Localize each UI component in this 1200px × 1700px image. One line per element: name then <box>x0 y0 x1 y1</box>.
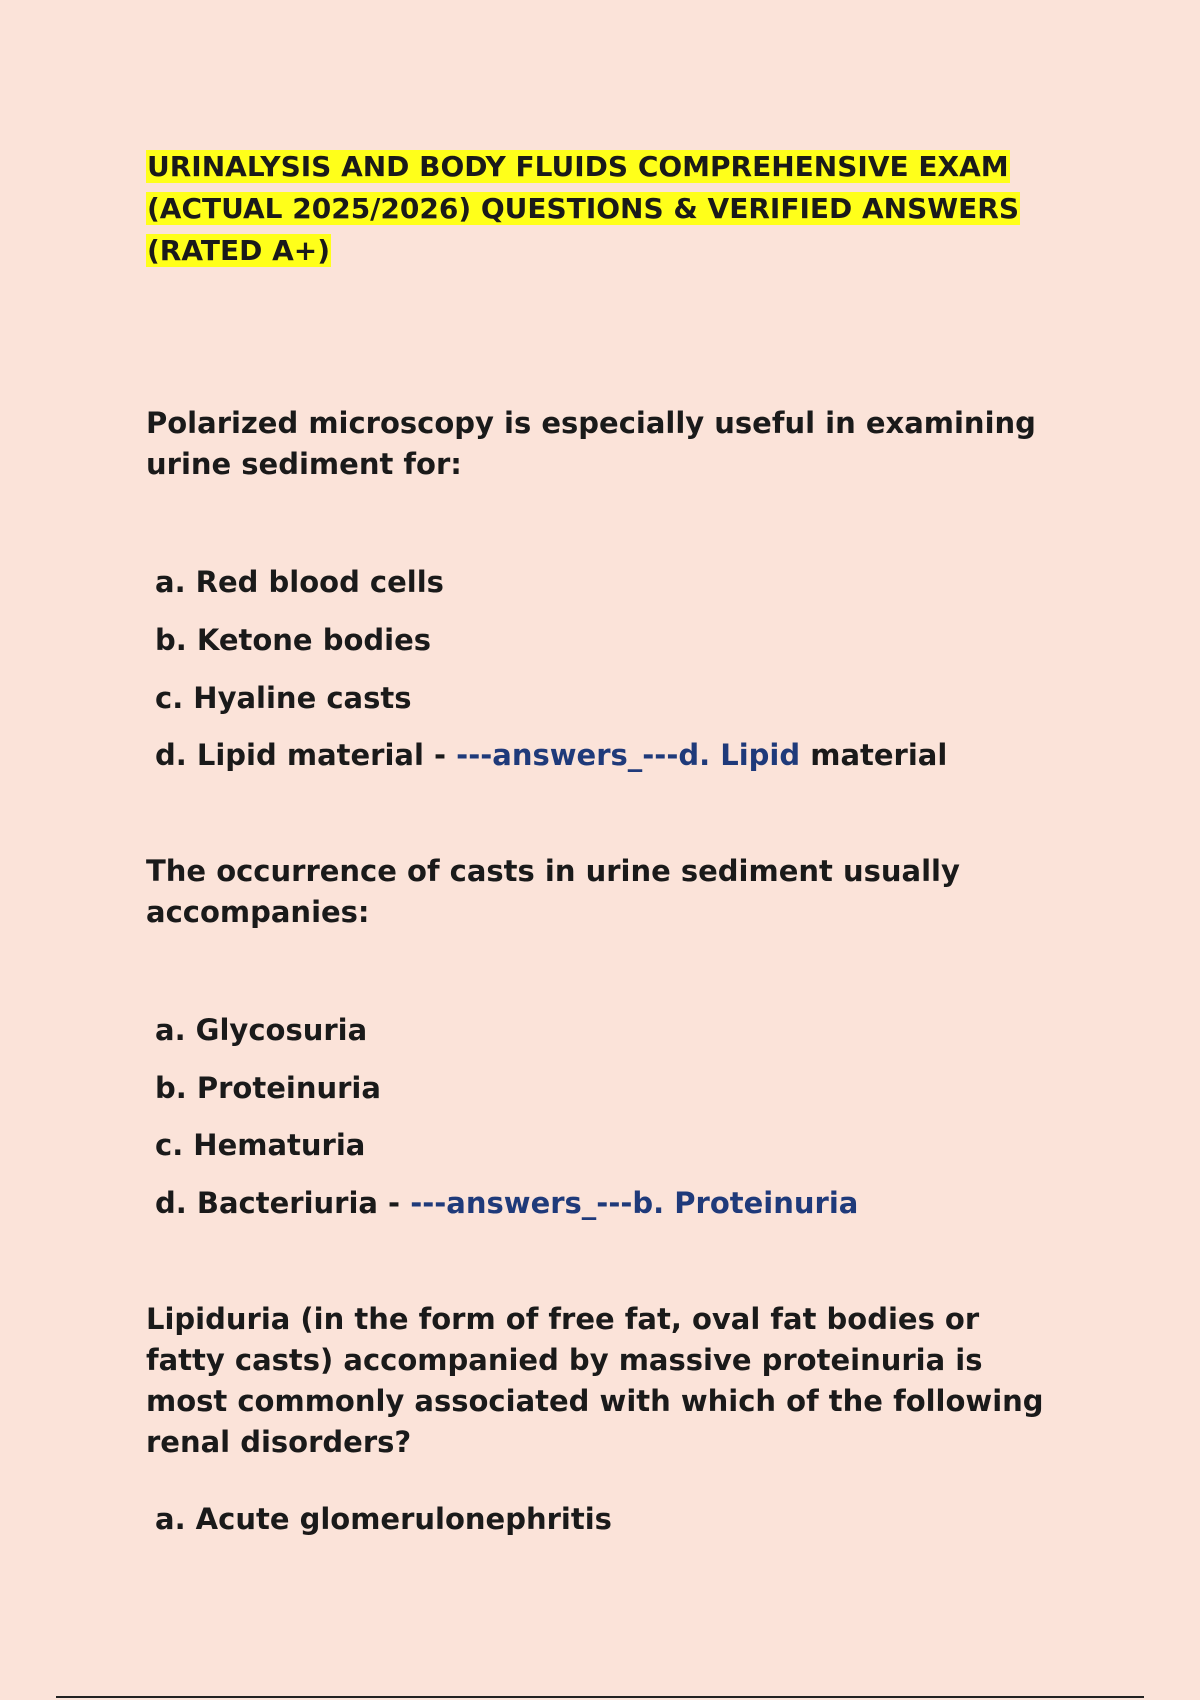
question-2-text: The occurrence of casts in urine sediment usually accompanies: <box>146 854 960 929</box>
question-2-option-c: c. Hematuria <box>155 1128 366 1162</box>
question-3-text: Lipiduria (in the form of free fat, oval fat bodies or fatty casts) accompanied by massive proteinuria is most commonly associated with which of the following renal disorders? <box>146 1302 1044 1459</box>
title-line-2: (ACTUAL 2025/2026) QUESTIONS & VERIFIED ANSWERS <box>147 192 1019 225</box>
question-2-option-b: b. Proteinuria <box>155 1071 381 1105</box>
question-1-text: Polarized microscopy is especially useful in examining urine sediment for: <box>146 406 1036 481</box>
question-2-option-d <box>155 1183 858 1223</box>
document-title <box>146 146 1026 272</box>
question-3-option-a: a. Acute glomerulonephritis <box>155 1502 612 1536</box>
question-1-option-d-label: d. Lipid material - <box>155 738 457 772</box>
question-2-option-a: a. Glycosuria <box>155 1013 368 1047</box>
question-2-option-d-label: d. Bacteriuria - <box>155 1186 411 1220</box>
page-bottom-rule <box>56 1696 1144 1698</box>
title-line-1: URINALYSIS AND BODY FLUIDS COMPREHENSIVE EXAM <box>147 150 1009 183</box>
question-2-answer: ---answers_---b. Proteinuria <box>410 1186 859 1220</box>
question-1-option-b: b. Ketone bodies <box>155 623 432 657</box>
question-1-option-a: a. Red blood cells <box>155 565 444 599</box>
question-1-answer-suffix: material <box>800 738 948 772</box>
question-1-option-d <box>155 735 947 775</box>
question-1-option-c: c. Hyaline casts <box>155 681 412 715</box>
title-line-3: (RATED A+) <box>147 234 330 267</box>
question-1-answer: ---answers_---d. Lipid <box>456 738 801 772</box>
